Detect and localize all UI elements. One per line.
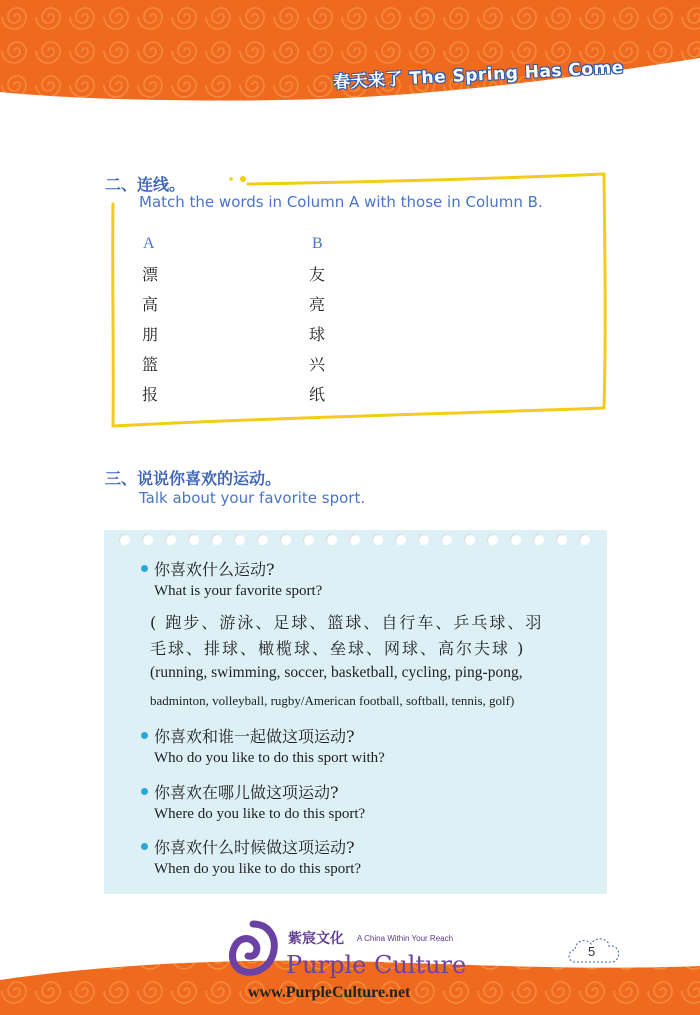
sport-options-en-line2: badminton, volleyball, rugby/American football, softball, tennis, golf) <box>150 693 515 708</box>
column-a-word: 篮 <box>142 355 159 374</box>
logo-chinese-name: 紫宸文化 <box>288 931 344 947</box>
hole-icon <box>395 534 406 545</box>
section-three-heading <box>105 466 281 489</box>
hole-icon <box>257 534 268 545</box>
question-two-cn: 你喜欢和谁一起做这项运动? <box>154 727 355 746</box>
hole-icon <box>349 534 360 545</box>
hole-icon <box>510 534 521 545</box>
bullet-icon <box>141 565 148 572</box>
hole-icon <box>487 534 498 545</box>
column-b-word: 友 <box>309 265 326 284</box>
sport-options-cn-line2: 毛球、排球、橄榄球、垒球、网球、高尔夫球 ) <box>150 639 526 658</box>
column-b-word: 球 <box>309 325 326 344</box>
question-one-cn: 你喜欢什么运动? <box>154 560 275 579</box>
column-b-header: B <box>312 235 323 252</box>
purple-culture-logo <box>228 920 278 980</box>
logo-tagline: A China Within Your Reach <box>357 934 454 943</box>
hole-icon <box>142 534 153 545</box>
hole-icon <box>418 534 429 545</box>
hole-icon <box>234 534 245 545</box>
section-three-number: 三、说说你喜欢的运动。 <box>105 469 282 488</box>
column-a-word: 朋 <box>142 325 159 344</box>
hole-icon <box>303 534 314 545</box>
question-one-en: What is your favorite sport? <box>154 583 323 599</box>
hole-icon <box>556 534 567 545</box>
bullet-icon <box>141 788 148 795</box>
chapter-title: 春天来了 The Spring Has Come <box>332 57 625 93</box>
question-four-en: When do you like to do this sport? <box>154 861 362 877</box>
column-a-word: 漂 <box>142 265 159 284</box>
hole-icon <box>372 534 383 545</box>
column-b-word: 亮 <box>309 295 326 314</box>
match-box-border <box>108 168 608 430</box>
column-a-header: A <box>143 235 155 252</box>
question-four-cn: 你喜欢什么时候做这项运动? <box>154 838 355 857</box>
column-a-word: 高 <box>142 295 159 314</box>
hole-icon <box>165 534 176 545</box>
section-two-instruction: Match the words in Column A with those in Column B. <box>139 193 543 211</box>
hole-icon <box>533 534 544 545</box>
hole-icon <box>579 534 590 545</box>
hole-icon <box>280 534 291 545</box>
sport-options-cn-line1: ( 跑步、游泳、足球、篮球、自行车、乒乓球、羽 <box>150 613 544 632</box>
hole-icon <box>441 534 452 545</box>
hole-icon <box>326 534 337 545</box>
logo-url: www.PurpleCulture.net <box>248 984 411 1001</box>
section-two-number: 二、连线。 <box>105 175 186 194</box>
question-two-en: Who do you like to do this sport with? <box>154 750 385 766</box>
sport-options-en-line1: (running, swimming, soccer, basketball, cycling, ping-pong, <box>150 664 523 681</box>
bullet-icon <box>141 732 148 739</box>
column-a-word: 报 <box>142 385 159 404</box>
question-three-cn: 你喜欢在哪儿做这项运动? <box>154 783 339 802</box>
logo-name: Purple Culture <box>286 951 467 979</box>
hole-icon <box>119 534 130 545</box>
question-three-en: Where do you like to do this sport? <box>154 806 366 822</box>
hole-icon <box>211 534 222 545</box>
hole-icon <box>464 534 475 545</box>
hole-icon <box>188 534 199 545</box>
page-number: 5 <box>588 944 596 959</box>
notebook-holes <box>104 534 607 548</box>
column-b-word: 纸 <box>309 385 326 404</box>
column-b-word: 兴 <box>309 355 326 374</box>
section-three-instruction: Talk about your favorite sport. <box>139 489 366 507</box>
bullet-icon <box>141 843 148 850</box>
